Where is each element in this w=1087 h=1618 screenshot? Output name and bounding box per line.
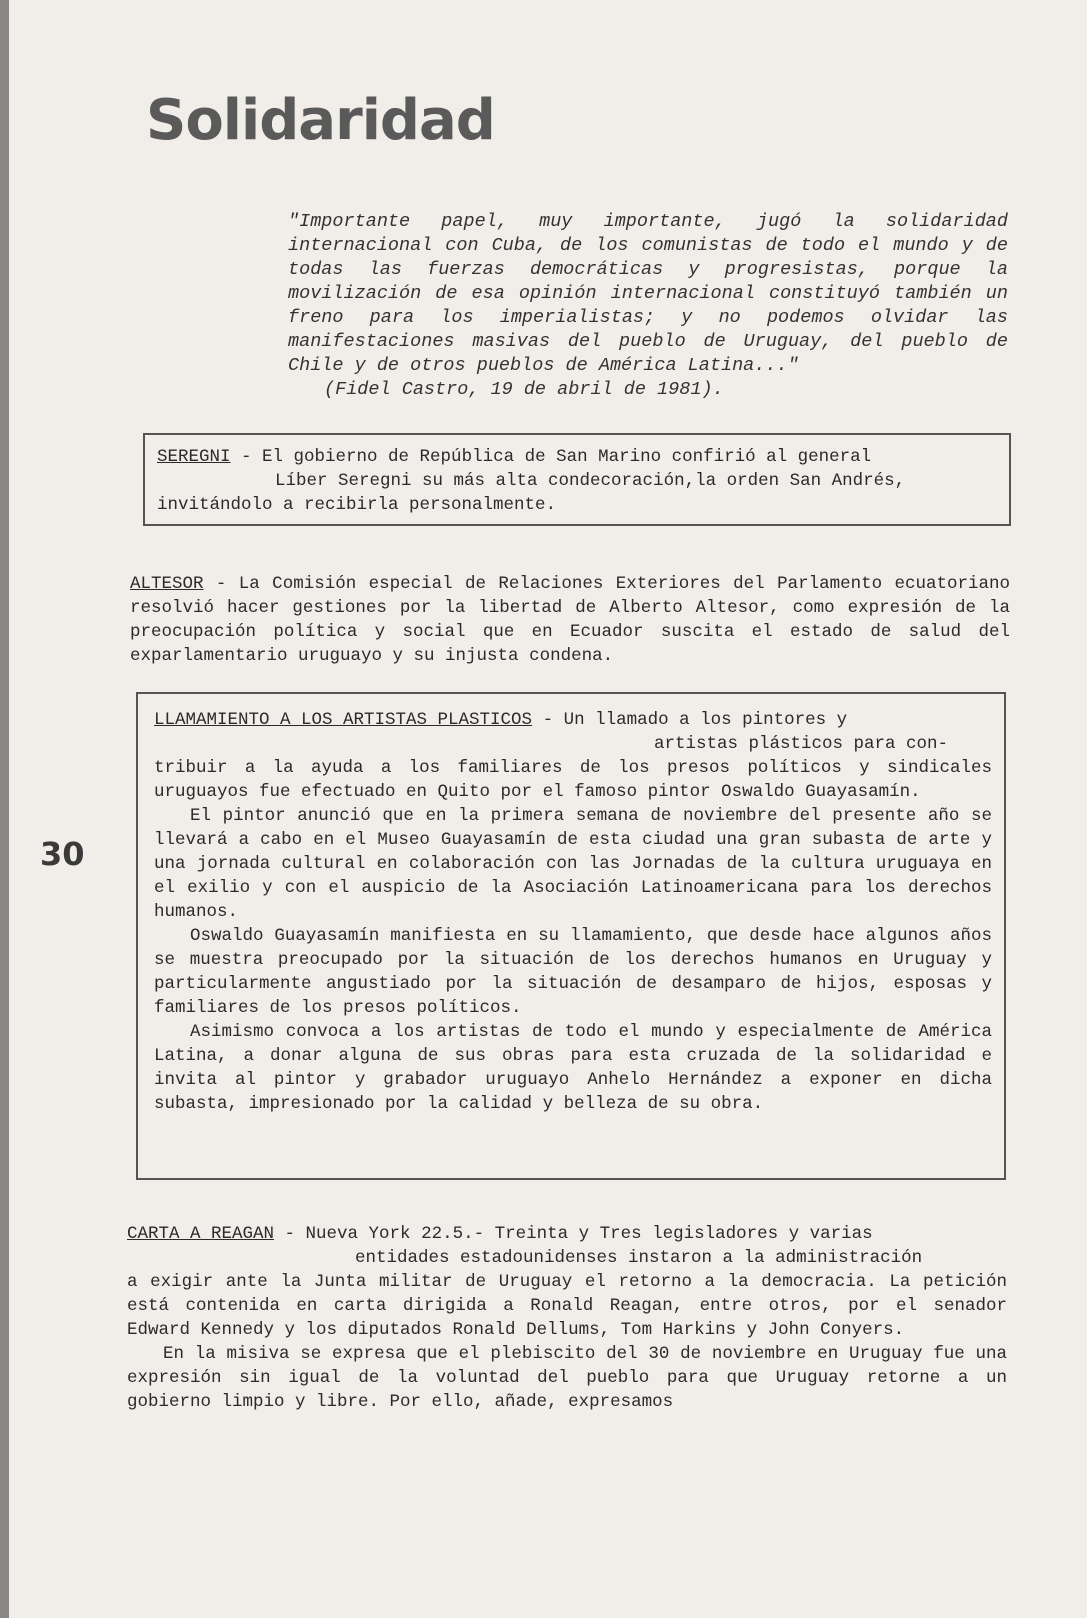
carta-reagan-section	[127, 1222, 1007, 1414]
seregni-box	[143, 433, 1011, 526]
seregni-item: SEREGNI - El gobierno de República de San Marino confirió al general Líber Seregni su más alta condecoración,la orden San Andrés, invitándolo a recibirla personalmente.	[157, 445, 997, 517]
llamamiento-text-3: tribuir a la ayuda a los familiares de los presos políticos y sindicales uruguayos fue efectuado en Quito por el famoso pintor Oswaldo Guayasamín.	[154, 758, 992, 802]
quote-text: "Importante papel, muy importante, jugó la solidaridad internacional con Cuba, de los comunistas de todo el mundo y de todas las fuerzas democráticas y progresistas, porque la movilización de esa opinión internacional constituyó también un freno para los imperialistas; y no podemos olvidar las manifestaciones masivas del pueblo de Uruguay, del pueblo de Chile y de otros pueblos de América Latina..."	[288, 211, 1008, 376]
llamamiento-text-2: artistas plásticos para con-	[654, 734, 949, 754]
altesor-heading: ALTESOR	[130, 574, 204, 594]
carta-text-3: a exigir ante la Junta militar de Uruguay el retorno a la democracia. La petición está contenida en carta dirigida a Ronald Reagan, entre otros, por el senador Edward Kennedy y los diputados Ronald Dellums, Tom Harkins y John Conyers.	[127, 1272, 1007, 1340]
llamamiento-paragraph-3: Oswaldo Guayasamín manifiesta en su llamamiento, que desde hace algunos años se muestra preocupado por la situación de los derechos humanos en Uruguay y particularmente angustiado por la situación de desamparo de hijos, esposas y familiares de los presos políticos.	[154, 926, 992, 1018]
altesor-text: La Comisión especial de Relaciones Exteriores del Parlamento ecuatoriano resolvió hacer gestiones por la libertad de Alberto Altesor, como expresión de la preocupación política y social que en Ecuador suscita el estado de salud del exparlamentario uruguayo y su injusta condena.	[130, 574, 1010, 666]
carta-text-1: Nueva York 22.5.- Treinta y Tres legisladores y varias	[305, 1224, 873, 1244]
llamamiento-item: LLAMAMIENTO A LOS ARTISTAS PLASTICOS - Un llamado a los pintores y artistas plásticos para con- tribuir a la ayuda a los familiares de los presos políticos y sindicales uruguayos fue efectuado en Quito por el famoso pintor Oswaldo Guayasamín.	[154, 710, 992, 802]
llamamiento-heading: LLAMAMIENTO A LOS ARTISTAS PLASTICOS	[154, 710, 533, 730]
llamamiento-text-1: Un llamado a los pintores y	[563, 710, 848, 730]
page-edge	[0, 0, 9, 1618]
carta-heading: CARTA A REAGAN	[127, 1224, 275, 1244]
seregni-text-1: El gobierno de República de San Marino confirió al general	[262, 447, 872, 467]
altesor-item: ALTESOR - La Comisión especial de Relaciones Exteriores del Parlamento ecuatoriano resolvió hacer gestiones por la libertad de Alberto Altesor, como expresión de la preocupación política y social que en Ecuador suscita el estado de salud del exparlamentario uruguayo y su injusta condena.	[130, 574, 1010, 666]
seregni-text-3: invitándolo a recibirla personalmente.	[157, 495, 557, 515]
llamamiento-paragraph-2: El pintor anunció que en la primera semana de noviembre del presente año se llevará a cabo en el Museo Guayasamín de esta ciudad una gran subasta de arte y una jornada cultural en colaboración con las Jornadas de la cultura uruguaya en el exilio y con el auspicio de la Asociación Latinoamericana para los derechos humanos.	[154, 806, 992, 922]
seregni-text-2: Líber Seregni su más alta condecoración,la orden San Andrés,	[275, 471, 906, 491]
fidel-castro-quote	[288, 210, 1008, 402]
carta-paragraph-2: En la misiva se expresa que el plebiscito del 30 de noviembre en Uruguay fue una expresión sin igual de la voluntad del pueblo para que Uruguay retorne a un gobierno limpio y libre. Por ello, añade, expresamos	[127, 1344, 1007, 1412]
carta-item: CARTA A REAGAN - Nueva York 22.5.- Treinta y Tres legisladores y varias entidades estadounidenses instaron a la administración a exigir ante la Junta militar de Uruguay el retorno a la democracia. La petición está contenida en carta dirigida a Ronald Reagan, entre otros, por el senador Edward Kennedy y los diputados Ronald Dellums, Tom Harkins y John Conyers.	[127, 1224, 1007, 1340]
page-title: Solidaridad	[146, 88, 495, 153]
quote-citation: (Fidel Castro, 19 de abril de 1981).	[324, 379, 724, 400]
llamamiento-box	[136, 692, 1006, 1180]
seregni-heading: SEREGNI	[157, 447, 231, 467]
llamamiento-paragraph-4: Asimismo convoca a los artistas de todo el mundo y especialmente de América Latina, a donar alguna de sus obras para esta cruzada de la solidaridad e invita al pintor y grabador uruguayo Anhelo Hernández a exponer en dicha subasta, impresionado por la calidad y belleza de su obra.	[154, 1022, 992, 1114]
page-number: 30	[40, 835, 85, 873]
carta-text-2: entidades estadounidenses instaron a la administración	[355, 1248, 923, 1268]
